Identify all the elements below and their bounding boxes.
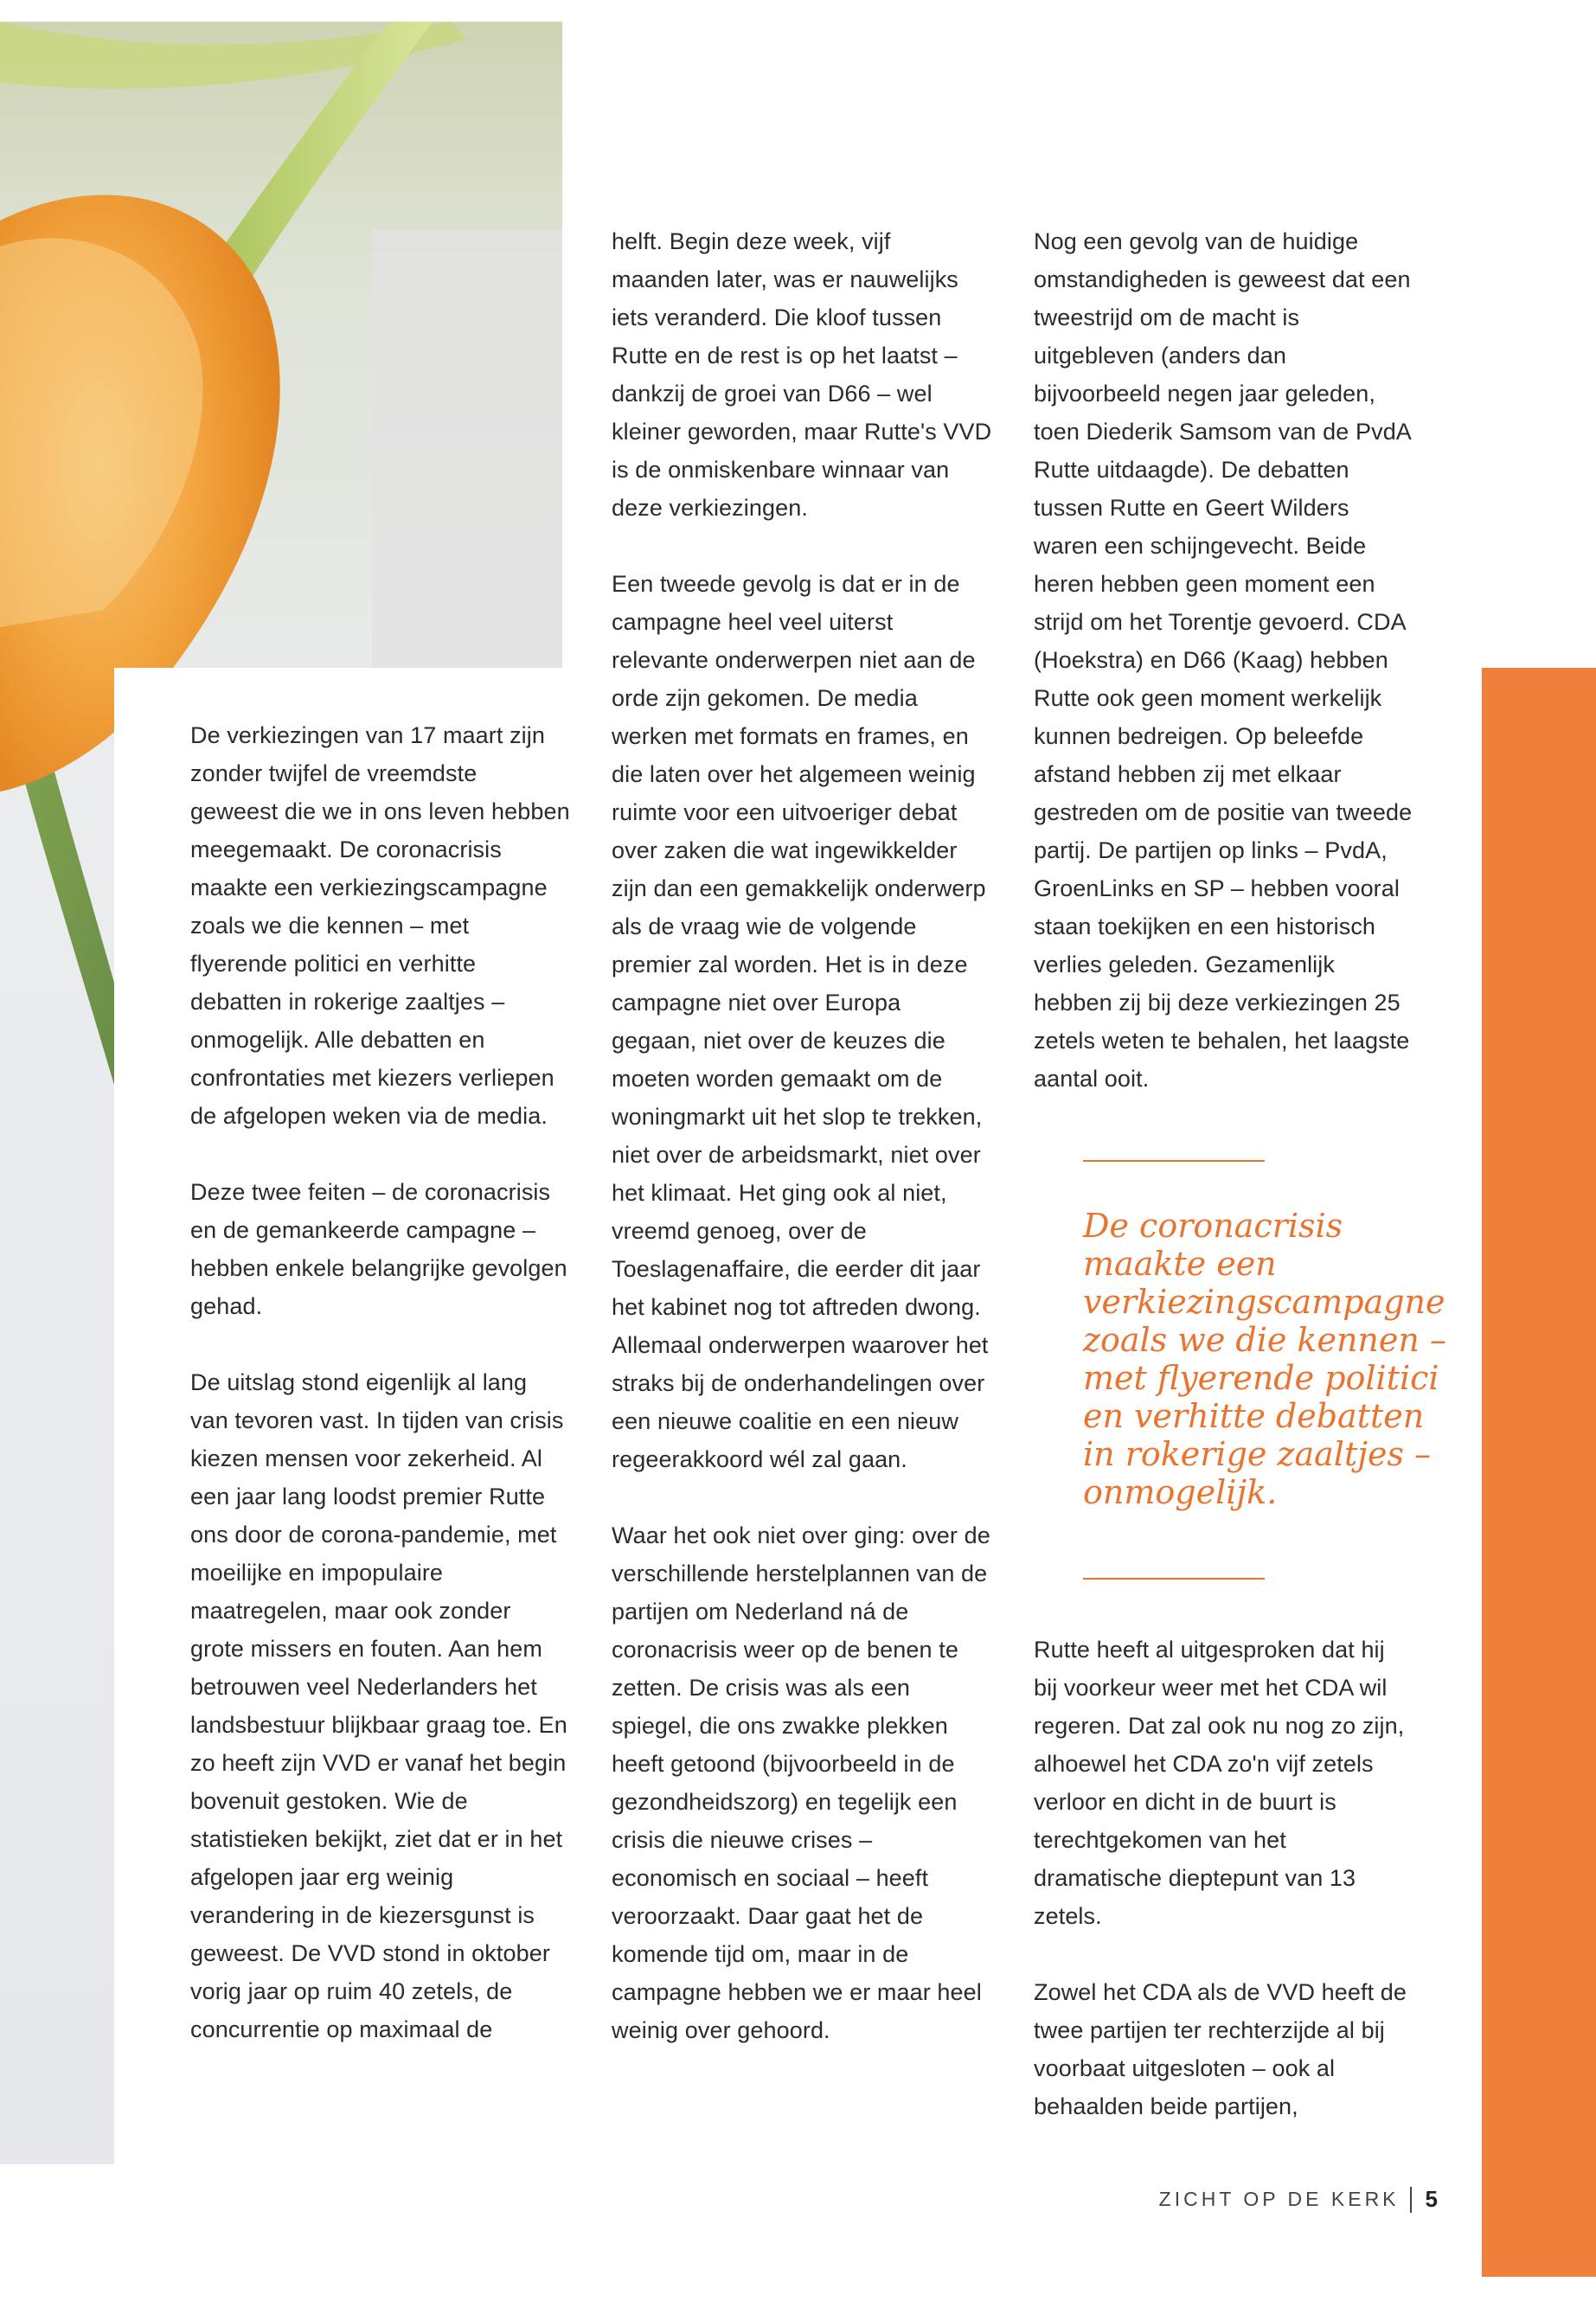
paragraph: Nog een gevolg van de huidige omstandigheden is geweest dat een tweestrijd om de macht is uitgebleven (anders dan bijvoorbeeld negen jaar geleden, toen Diederik Samsom van de PvdA Rutte uitdaagde). De debatten tussen Rutte en Geert Wilders waren een schijngevecht. Beide heren hebben geen moment een strijd om het Torentje gevoerd. CDA (Hoekstra) en D66 (Kaag) hebben Rutte ook geen moment werkelijk kunnen bedreigen. Op beleefde afstand hebben zij met elkaar gestreden om de positie van tweede partij. De partijen op links – PvdA, GroenLinks en SP – hebben vooral staan toekijken en een historisch verlies geleden. Gezamenlijk hebben zij bij deze verkiezingen 25 zetels weten te behalen, het laagste aantal ooit. bbox=[1034, 228, 1413, 1092]
article-column-1 bbox=[190, 716, 571, 2048]
paragraph: helft. Begin deze week, vijf maanden later, was er nauwelijks iets veranderd. Die kloof tussen Rutte en de rest is op het laatst – dankzij de groei van D66 – wel kleiner geworden, maar Rutte's VVD is de onmiskenbare winnaar van deze verkiezingen. bbox=[612, 228, 992, 521]
paragraph: Deze twee feiten – de coronacrisis en de gemankeerde campagne – hebben enkele belangrijke gevolgen gehad. bbox=[190, 1179, 567, 1319]
quote-rule-bottom bbox=[1083, 1578, 1265, 1580]
pull-quote: De coronacrisis maakte een verkiezingscampagne zoals we die kennen – met flyerende politici en verhitte debatten in rokerige zaaltjes – onmogelijk. bbox=[1083, 1207, 1446, 1511]
footer-divider bbox=[1410, 2187, 1412, 2213]
page-number: 5 bbox=[1425, 2186, 1438, 2212]
accent-bar bbox=[1482, 668, 1596, 2277]
quote-rule-top bbox=[1083, 1160, 1265, 1162]
paragraph: De uitslag stond eigenlijk al lang van tevoren vast. In tijden van crisis kiezen mensen voor zekerheid. Al een jaar lang loodst premier Rutte ons door de corona-pandemie, met moeilijke en impopulaire maatregelen, maar ook zonder grote missers en fouten. Aan hem betrouwen veel Nederlanders het landsbestuur blijkbaar graag toe. En zo heeft zijn VVD er vanaf het begin bovenuit gestoken. Wie de statistieken bekijkt, ziet dat er in het afgelopen jaar erg weinig verandering in de kiezersgunst is geweest. De VVD stond in oktober vorig jaar op ruim 40 zetels, de concurrentie op maximaal de bbox=[190, 1369, 567, 2042]
paragraph: Zowel het CDA als de VVD heeft de twee partijen ter rechterzijde al bij voorbaat uitgesloten – ook al behaalden beide partijen, bbox=[1034, 1979, 1407, 2119]
article-column-3-continued bbox=[1034, 1631, 1414, 2125]
magazine-name: ZICHT OP DE KERK bbox=[1158, 2188, 1400, 2210]
article-column-2 bbox=[612, 222, 992, 2049]
paragraph: De verkiezingen van 17 maart zijn zonder twijfel de vreemdste geweest die we in ons leven hebben meegemaakt. De coronacrisis maakte een verkiezingscampagne zoals we die kennen – met flyerende politici en verhitte debatten in rokerige zaaltjes – onmogelijk. Alle debatten en confrontaties met kiezers verliepen de afgelopen weken via de media. bbox=[190, 722, 570, 1129]
paragraph: Waar het ook niet over ging: over de verschillende herstelplannen van de partijen om Nederland ná de coronacrisis weer op de benen te zetten. De crisis was als een spiegel, die ons zwakke plekken heeft getoond (bijvoorbeeld in de gezondheidszorg) en tegelijk een crisis die nieuwe crises – economisch en sociaal – heeft veroorzaakt. Daar gaat het de komende tijd om, maar in de campagne hebben we er maar heel weinig over gehoord. bbox=[612, 1522, 990, 2043]
paragraph: Rutte heeft al uitgesproken dat hij bij voorkeur weer met het CDA wil regeren. Dat zal ook nu nog zo zijn, alhoewel het CDA zo'n vijf zetels verloor en dicht in de buurt is terechtgekomen van het dramatische dieptepunt van 13 zetels. bbox=[1034, 1637, 1405, 1929]
page-footer bbox=[1159, 2186, 1438, 2213]
paragraph: Een tweede gevolg is dat er in de campagne heel veel uiterst relevante onderwerpen niet aan de orde zijn gekomen. De media werken met formats en frames, en die laten over het algemeen weinig ruimte voor een uitvoeriger debat over zaken die wat ingewikkelder zijn dan een gemakkelijk onderwerp als de vraag wie de volgende premier zal worden. Het is in deze campagne niet over Europa gegaan, niet over de keuzes die moeten worden gemaakt om de woningmarkt uit het slop te trekken, niet over de arbeidsmarkt, niet over het klimaat. Het ging ook al niet, vreemd genoeg, over de Toeslagenaffaire, die eerder dit jaar het kabinet nog tot aftreden dwong. Allemaal onderwerpen waarover het straks bij de onderhandelingen over een nieuwe coalitie en een nieuw regeerakkoord wél zal gaan. bbox=[612, 571, 989, 1472]
article-column-3 bbox=[1034, 222, 1414, 1098]
